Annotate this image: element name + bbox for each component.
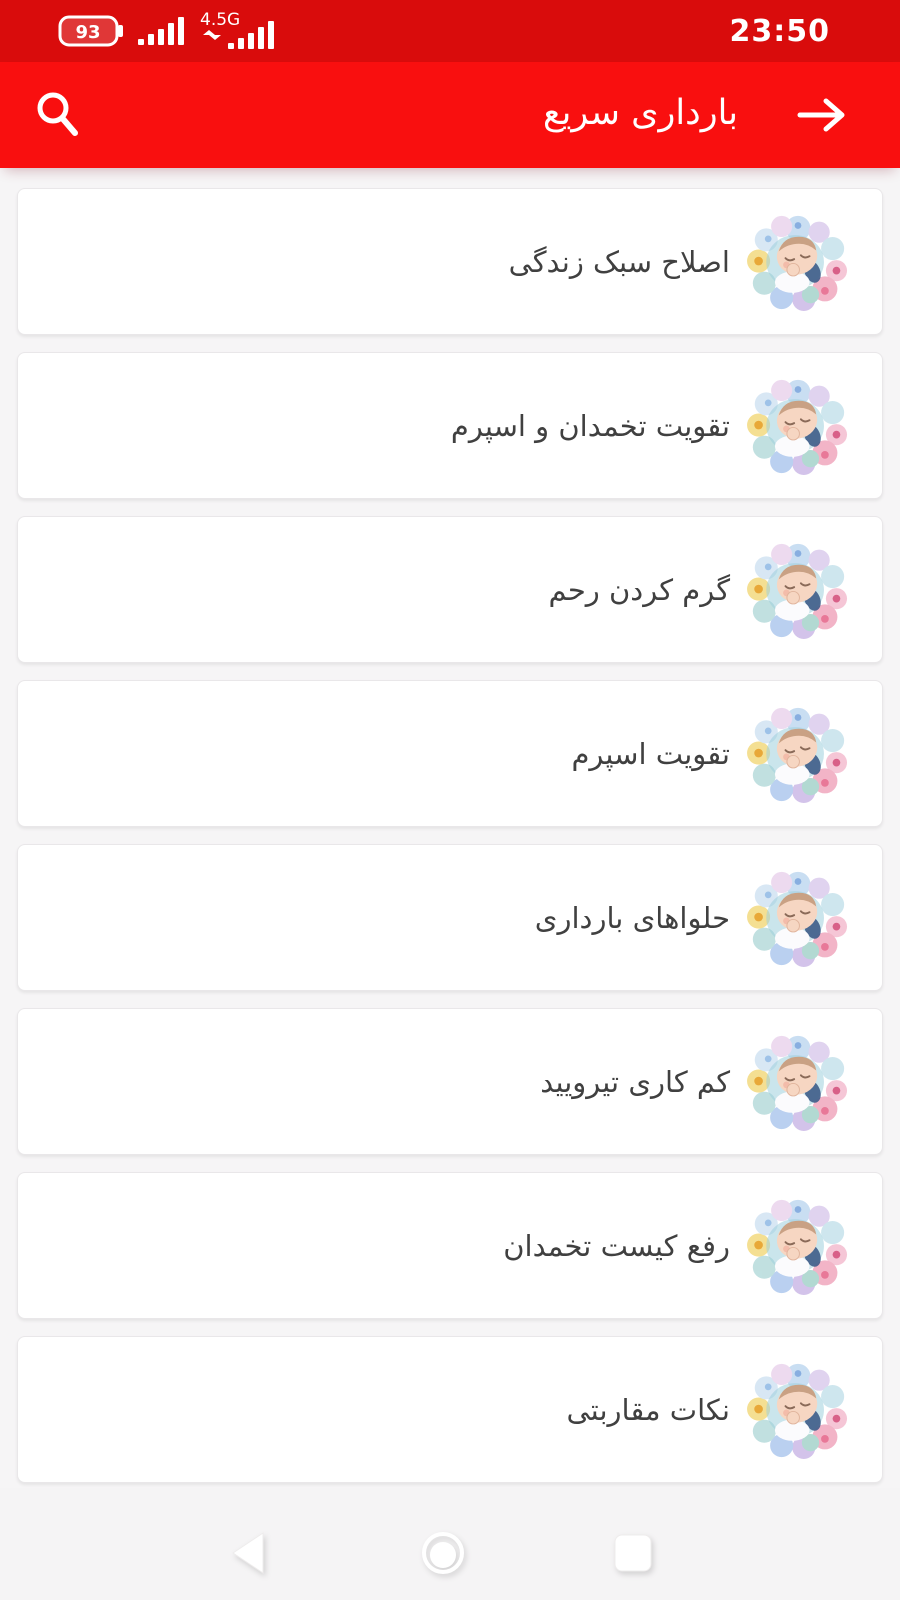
search-icon <box>34 89 82 141</box>
baby-flower-wreath-image <box>744 1032 852 1132</box>
list-item-label: گرم کردن رحم <box>548 572 730 607</box>
arrow-right-icon <box>796 95 850 135</box>
baby-flower-wreath-image <box>744 704 852 804</box>
clock: 23:50 <box>729 13 830 49</box>
baby-flower-wreath-image <box>744 868 852 968</box>
status-bar <box>0 0 900 62</box>
nav-home-button[interactable] <box>420 1530 466 1576</box>
nav-back-button[interactable] <box>227 1530 273 1576</box>
list-item[interactable] <box>17 1172 883 1319</box>
list-item-label: تقویت اسپرم <box>571 736 730 771</box>
list-item[interactable] <box>17 352 883 499</box>
page-title: بارداری سریع <box>542 92 738 133</box>
status-icons <box>58 9 286 53</box>
list-item-label: اصلاح سبک زندگی <box>508 244 730 279</box>
baby-flower-wreath-image <box>744 1360 852 1460</box>
list-item[interactable] <box>17 844 883 991</box>
baby-flower-wreath-image <box>744 376 852 476</box>
mobile-data-icon <box>198 9 286 53</box>
category-list <box>0 168 900 1488</box>
list-item[interactable] <box>17 680 883 827</box>
battery-icon <box>58 14 126 48</box>
list-item[interactable] <box>17 188 883 335</box>
signal-bars-icon <box>138 15 186 47</box>
battery-percent: 93 <box>75 22 101 43</box>
app-bar <box>0 62 900 168</box>
baby-flower-wreath-image <box>744 212 852 312</box>
baby-flower-wreath-image <box>744 1196 852 1296</box>
network-type-label: 4.5G <box>200 10 241 30</box>
back-button[interactable] <box>796 95 850 135</box>
list-item-label: حلواهای بارداری <box>534 900 730 935</box>
list-item-label: رفع کیست تخمدان <box>503 1228 730 1263</box>
list-item[interactable] <box>17 1008 883 1155</box>
navigation-bar <box>0 1488 900 1600</box>
list-item[interactable] <box>17 1336 883 1483</box>
list-item-label: کم کاری تیرویید <box>540 1064 730 1099</box>
nav-recents-button[interactable] <box>610 1530 656 1576</box>
list-item[interactable] <box>17 516 883 663</box>
list-item-label: نکات مقاربتی <box>566 1392 730 1427</box>
search-button[interactable] <box>34 89 82 141</box>
list-item-label: تقویت تخمدان و اسپرم <box>450 408 730 443</box>
baby-flower-wreath-image <box>744 540 852 640</box>
